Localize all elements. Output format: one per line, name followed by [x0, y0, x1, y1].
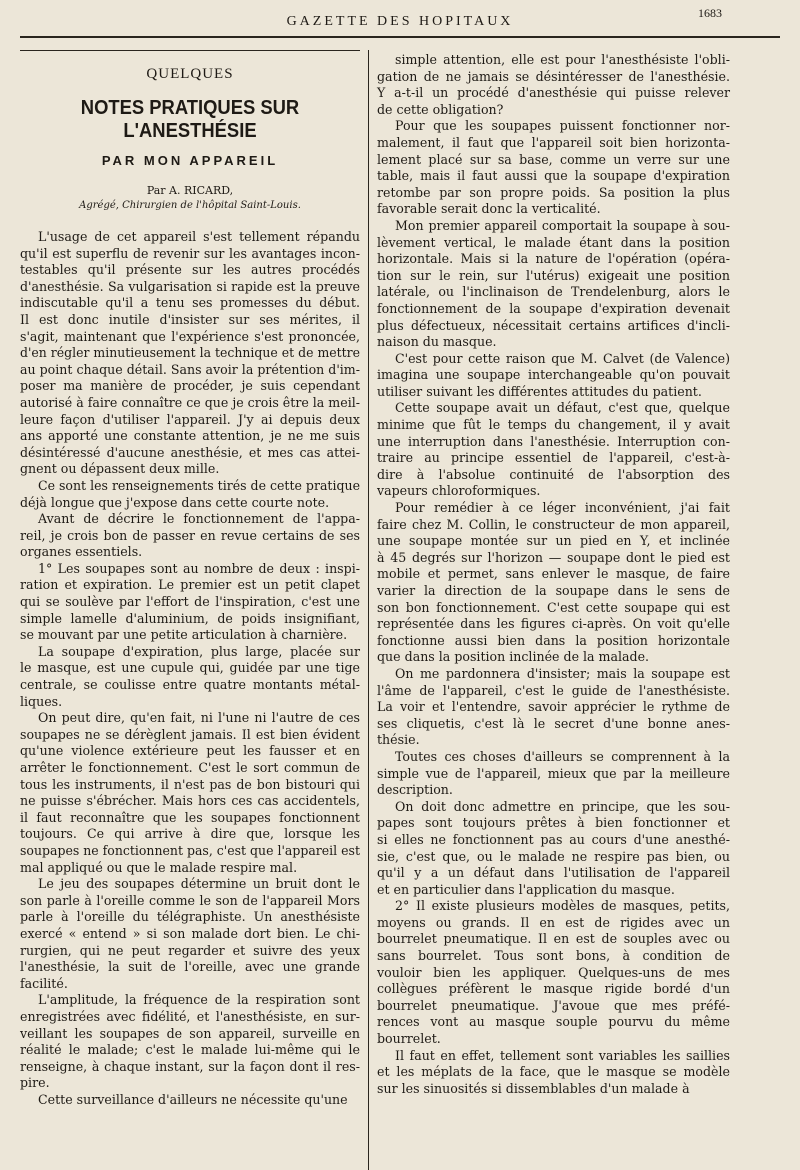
text-line: leure façon d'utiliser l'appareil. J'y ai depuis deux: [20, 411, 360, 427]
text-line: déjà longue que j'expose dans cette courte note.: [20, 494, 330, 510]
text-line: ans apporté une constante attention, je ne me suis: [20, 428, 360, 444]
text-line: sur les sinuosités si dissemblables d'un malade à: [377, 1080, 690, 1096]
text-line: se mouvant par une petite articulation à charnière.: [20, 627, 348, 643]
text-line: facilité.: [20, 975, 68, 991]
text-line: dire à l'absolue continuité de l'absorption des: [377, 466, 730, 482]
text-line: mobile et permet, sans enlever le masque, de faire: [377, 566, 730, 582]
text-line: horizontale. Mais si la nature de l'opération (opéra-: [377, 251, 730, 267]
text-line: d'anesthésie. Sa vulgarisation si rapide est la preuve: [20, 278, 360, 294]
text-line: une interruption dans l'anesthésie. Interruption con-: [377, 433, 730, 449]
text-line: vouloir bien les appliquer. Quelques-uns de mes: [377, 964, 730, 980]
text-line: soupapes ne fonctionnent pas, c'est que l'appareil est: [20, 842, 360, 858]
text-line: d'en régler minutieusement la technique et de mettre: [20, 345, 360, 361]
paragraph: [20, 478, 360, 511]
text-line: imagina une soupape interchangeable qu'on pouvait: [377, 367, 730, 383]
text-line: soupapes ne se dérèglent jamais. Il est bien évident: [20, 726, 360, 742]
paragraph: [20, 710, 360, 876]
text-line: testables qu'il présente sur les autres procédés: [20, 262, 360, 278]
text-line: bourrelet pneumatique. J'avoue que mes préfé-: [377, 997, 730, 1013]
text-line: son bon fonctionnement. C'est cette soupape qui est: [377, 599, 730, 615]
text-line: qu'il est superflu de revenir sur les avantages incon-: [20, 245, 360, 261]
text-line: minime que fût le temps du changement, il y avait: [377, 417, 730, 433]
text-line: le masque, est une cupule qui, guidée par une tige: [20, 660, 360, 676]
left-column-body: [20, 229, 360, 1108]
text-line: traire au principe essentiel de l'appareil, c'est-à-: [377, 450, 730, 466]
text-line: reil, je crois bon de passer en revue certains de ses: [20, 527, 360, 543]
paragraph: [377, 799, 730, 899]
text-line: liques.: [20, 693, 63, 709]
text-line: Cette soupape avait un défaut, c'est que, quelque: [395, 400, 730, 416]
text-line: Il est donc inutile d'insister sur ses mérites, il: [20, 311, 360, 327]
text-line: 2° Il existe plusieurs modèles de masques, petits,: [395, 898, 730, 914]
left-column: [20, 60, 360, 1108]
text-line: mal appliqué ou que le malade respire mal.: [20, 859, 298, 875]
text-line: exercé « entend » si son malade dort bien. Le chi-: [20, 925, 360, 941]
text-line: On peut dire, qu'en fait, ni l'une ni l'autre de ces: [38, 710, 360, 726]
text-line: plus défectueux, nécessitait certains artifices d'incli-: [377, 317, 730, 333]
author-affiliation: Agrégé, Chirurgien de l'hôpital Saint-Louis.: [79, 200, 301, 211]
paragraph: [377, 351, 730, 401]
text-line: fonctionne aussi bien dans la position horizontale: [377, 632, 730, 648]
text-line: réalité le malade; c'est le malade lui-même qui le: [20, 1042, 360, 1058]
text-line: rurgien, qui ne peut regarder et suivre des yeux: [20, 942, 360, 958]
text-line: centrale, se coulisse entre quatre montants métal-: [20, 677, 360, 693]
text-line: bourrelet.: [377, 1031, 441, 1047]
text-line: ses cliquetis, c'est là le secret d'une bonne anes-: [377, 715, 730, 731]
article-title: NOTES PRATIQUES SUR L'ANESTHÉSIE: [80, 97, 300, 142]
header-rule: [20, 36, 780, 38]
text-line: qu'une violence extérieure peut les fausser et en: [20, 743, 360, 759]
text-line: sans bourrelet. Tous sont bons, à condition de: [377, 948, 730, 964]
text-line: table, mais il faut aussi que la soupape d'expiration: [377, 168, 730, 184]
text-line: désintéressé d'aucune anesthésie, et mes cas attei-: [20, 444, 360, 460]
text-line: renseigne, à chaque instant, sur la façon dont il res-: [20, 1058, 360, 1074]
text-line: Il faut en effet, tellement sont variables les saillies: [395, 1047, 730, 1063]
text-line: faire chez M. Collin, le constructeur de mon appareil,: [377, 516, 730, 532]
text-line: C'est pour cette raison que M. Calvet (de Valence): [395, 350, 730, 366]
text-line: enregistrées avec fidélité, et l'anesthésiste, en sur-: [20, 1008, 360, 1024]
text-line: Y a-t-il un procédé d'anesthésie qui puisse relever: [377, 85, 730, 101]
text-line: Pour remédier à ce léger inconvénient, j'ai fait: [395, 500, 730, 516]
text-line: arrêter le fonctionnement. C'est le sort commun de: [20, 760, 360, 775]
text-line: que dans la position inclinée de la malade.: [377, 649, 650, 665]
text-line: gation de ne jamais se désintéresser de l'anesthésie.: [377, 68, 730, 84]
text-line: s'agit, maintenant que l'expérience s'est prononcée,: [20, 328, 360, 344]
title-rule: [20, 50, 360, 51]
text-line: description.: [377, 782, 453, 798]
text-line: au point chaque détail. Sans avoir la prétention d'im-: [20, 361, 360, 377]
text-line: Ce sont les renseignements tirés de cette pratique: [38, 477, 360, 493]
text-line: moyens ou grands. Il en est de rigides avec un: [377, 914, 730, 930]
text-line: une soupape montée sur un pied en Y, et inclinée: [377, 533, 730, 549]
text-line: Avant de décrire le fonctionnement de l'appa-: [38, 511, 360, 527]
text-line: organes essentiels.: [20, 544, 143, 560]
text-line: l'âme de l'appareil, c'est le guide de l'anesthésiste.: [377, 682, 730, 698]
text-line: La soupape d'expiration, plus large, placée sur: [38, 643, 360, 659]
text-line: rences vont au masque souple pourvu du même: [377, 1014, 730, 1030]
text-line: varier la direction de la soupape dans le sens de: [377, 583, 730, 598]
text-line: L'amplitude, la fréquence de la respiration sont: [38, 992, 360, 1008]
text-line: à 45 degrés sur l'horizon — soupape dont le pied est: [377, 549, 730, 565]
text-line: tous les instruments, il n'est pas de bon bistouri qui: [20, 776, 360, 792]
author-name: Par A. RICARD,: [146, 184, 234, 197]
paragraph: [377, 898, 730, 1047]
text-line: qu'il y a un défaut dans l'utilisation de l'appareil: [377, 865, 730, 881]
text-line: poser ma manière de procéder, je suis cependant: [20, 378, 360, 394]
paragraph: [20, 229, 360, 478]
text-line: 1° Les soupapes sont au nombre de deux : inspi-: [38, 560, 360, 576]
paragraph: [20, 511, 360, 561]
text-line: Cette surveillance d'ailleurs ne nécessite qu'une: [38, 1091, 348, 1107]
text-line: il faut reconnaître que les soupapes fonctionnent: [20, 809, 360, 825]
text-line: fonctionnement de la soupape d'expiration devenait: [377, 300, 730, 316]
paragraph: [377, 400, 730, 500]
text-line: autorisé à faire connaître ce que je crois être la meil-: [20, 394, 360, 410]
text-line: vapeurs chloroformiques.: [377, 483, 541, 499]
text-line: Toutes ces choses d'ailleurs se comprennent à la: [395, 748, 730, 764]
text-line: Mon premier appareil comportait la soupape à sou-: [395, 217, 730, 233]
paragraph: [20, 876, 360, 992]
right-column: [377, 52, 730, 1097]
text-line: thésie.: [377, 732, 420, 748]
text-line: ration et expiration. Le premier est un petit clapet: [20, 577, 360, 593]
text-line: ne puisse s'ébrécher. Mais hors ces cas accidentels,: [20, 793, 360, 809]
text-line: bourrelet pneumatique. Il en est de souples avec ou: [377, 931, 730, 947]
column-divider: [368, 50, 369, 1170]
text-line: son parle à l'oreille comme le son de l'appareil Mors: [20, 892, 360, 908]
text-line: gnent ou dépassent deux mille.: [20, 461, 220, 477]
text-line: lement placé sur sa base, comme un verre sur une: [377, 151, 730, 167]
paragraph: [20, 992, 360, 1092]
text-line: Le jeu des soupapes détermine un bruit dont le: [38, 876, 360, 892]
text-line: représentée dans les figures ci-après. On voit qu'elle: [377, 616, 730, 632]
paragraph: [377, 52, 730, 118]
text-line: papes sont toujours prêtes à bien fonctionner et: [377, 815, 730, 831]
article-kicker: QUELQUES: [146, 66, 234, 82]
text-line: lèvement vertical, le malade étant dans la position: [377, 234, 730, 250]
paragraph: [377, 1048, 730, 1098]
text-line: simple lamelle d'aluminium, de poids insignifiant,: [20, 610, 360, 626]
text-line: retombe par son propre poids. Sa position la plus: [377, 184, 730, 200]
text-line: sie, c'est que, ou le malade ne respire pas bien, ou: [377, 848, 730, 864]
text-line: veillant les soupapes de son appareil, surveille en: [20, 1025, 360, 1041]
text-line: favorable serait donc la verticalité.: [377, 201, 601, 217]
text-line: et les méplats de la face, que le masque se modèle: [377, 1064, 730, 1080]
text-line: tion sur le rein, sur l'utérus) exigeait une position: [377, 267, 730, 283]
paragraph: [377, 666, 730, 749]
publication-title: GAZETTE DES HOPITAUX: [286, 14, 514, 29]
text-line: simple vue de l'appareil, mieux que par la meilleure: [377, 765, 730, 781]
text-line: L'usage de cet appareil s'est tellement répandu: [38, 229, 360, 244]
paragraph: [377, 500, 730, 666]
text-line: naison du masque.: [377, 334, 497, 350]
paragraph: [377, 218, 730, 351]
text-line: qui se soulève par l'effort de l'inspiration, c'est une: [20, 594, 360, 610]
text-line: utiliser suivant les différentes attitudes du patient.: [377, 383, 702, 399]
article-byline: PAR MON APPAREIL: [101, 153, 279, 168]
page-number: 1683: [698, 6, 722, 20]
paragraph: [377, 118, 730, 218]
text-line: collègues préfèrent le masque rigide bordé d'un: [377, 981, 730, 997]
text-line: On me pardonnera d'insister; mais la soupape est: [395, 665, 730, 681]
text-line: latérale, ou l'inclinaison de Trendelenburg, alors le: [377, 284, 730, 300]
text-line: indiscutable qu'il a tenu ses promesses du début.: [20, 295, 360, 311]
paragraph: [20, 644, 360, 710]
right-column-body: [377, 52, 730, 1097]
text-line: simple attention, elle est pour l'anesthésiste l'obli-: [395, 52, 730, 67]
text-line: malement, il faut que l'appareil soit bien horizonta-: [377, 134, 730, 150]
text-line: si elles ne fonctionnent pas au cours d'une anesthé-: [377, 831, 730, 847]
text-line: toujours. Ce qui arrive à dire que, lorsque les: [20, 826, 360, 842]
paragraph: [20, 561, 360, 644]
article-heading: [20, 66, 360, 211]
text-line: La voir et l'entendre, savoir apprécier le rythme de: [377, 699, 730, 715]
text-line: Pour que les soupapes puissent fonctionner nor-: [395, 118, 730, 134]
text-line: parle à l'oreille du télégraphiste. Un anesthésiste: [20, 909, 360, 925]
text-line: de cette obligation?: [377, 101, 504, 117]
paragraph: [377, 749, 730, 799]
paragraph: [20, 1092, 360, 1109]
text-line: et en particulier dans l'application du masque.: [377, 881, 675, 897]
text-line: pire.: [20, 1075, 50, 1091]
text-line: l'anesthésie, la suit de l'oreille, avec une grande: [20, 959, 360, 975]
text-line: On doit donc admettre en principe, que les sou-: [395, 798, 730, 814]
